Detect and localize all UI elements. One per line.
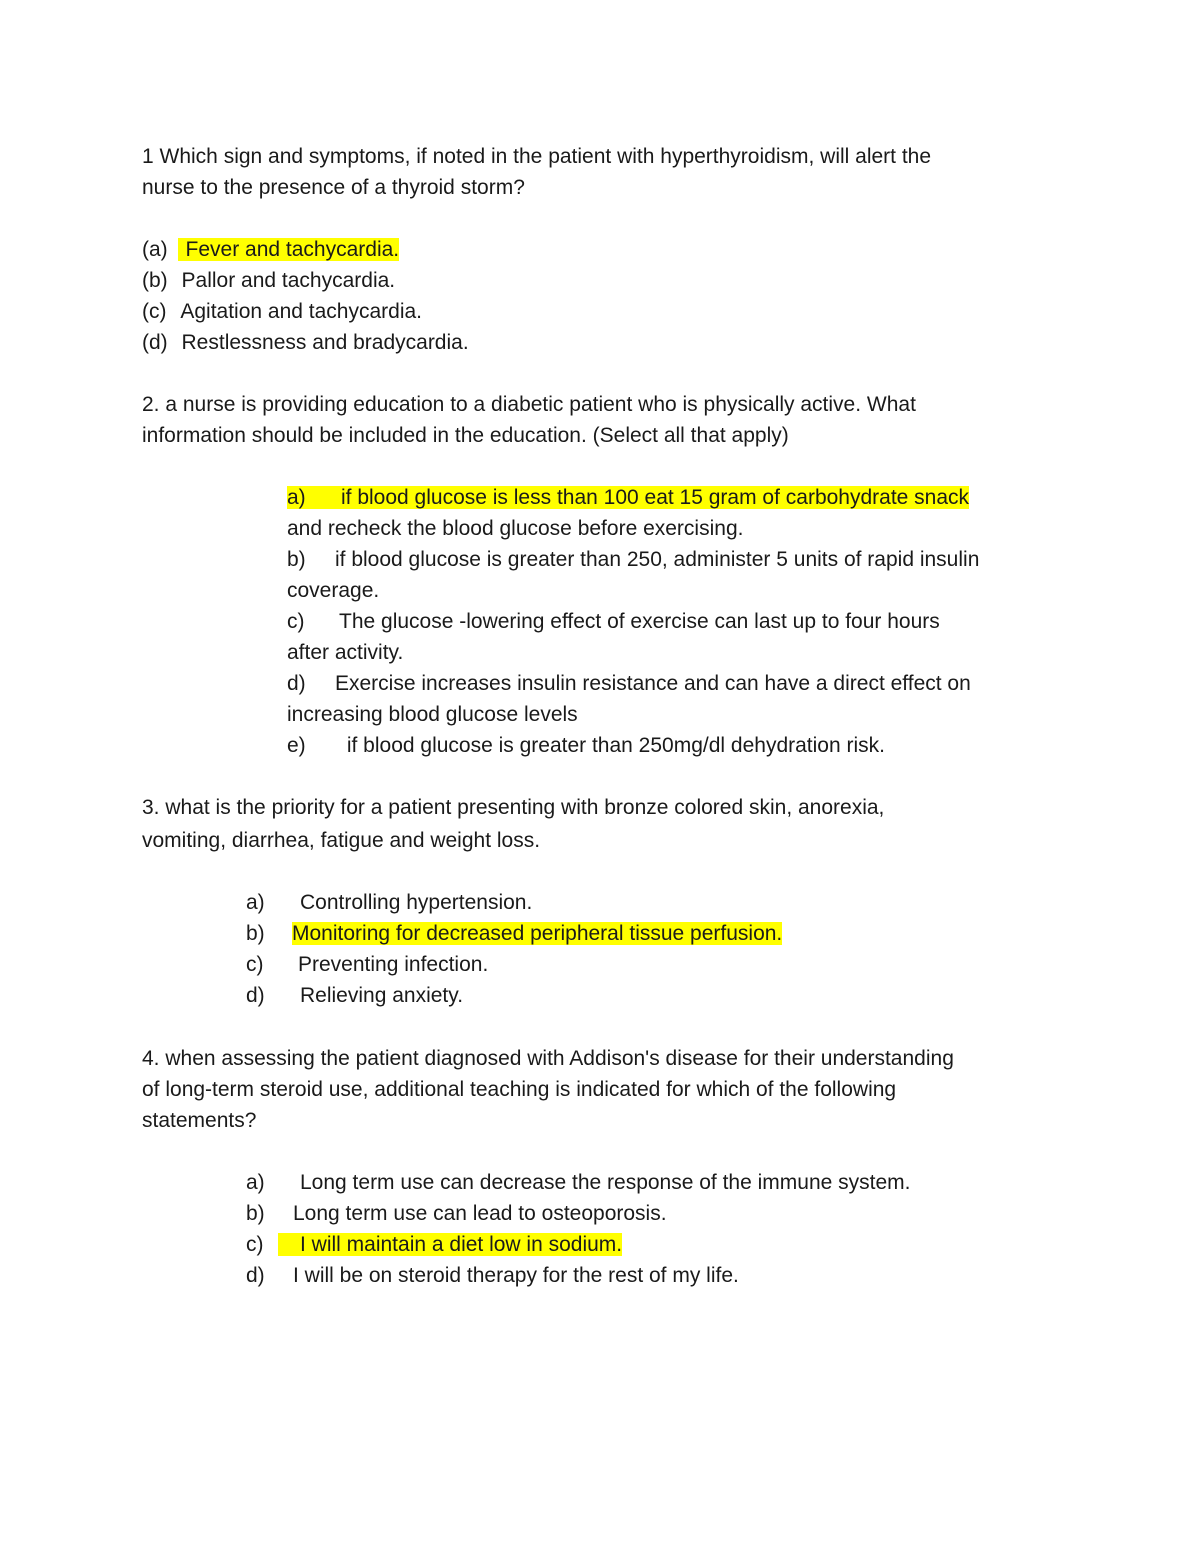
question-3-option-b (246, 918, 782, 949)
question-2-option-c (287, 606, 940, 637)
option-marker: a) (287, 486, 306, 509)
question-1-option-d (142, 327, 469, 358)
question-4-option-c (246, 1229, 622, 1260)
option-text: Long term use can lead to osteoporosis. (293, 1202, 667, 1225)
question-4-stem-line-2: of long-term steroid use, additional teaching is indicated for which of the following (142, 1078, 897, 1101)
question-2-option-c-continuation: after activity. (287, 641, 404, 664)
option-marker: a) (246, 1171, 265, 1194)
question-4-option-a (246, 1167, 911, 1198)
question-1-option-a (142, 234, 399, 265)
question-3-stem-line-2: vomiting, diarrhea, fatigue and weight loss. (142, 829, 541, 852)
option-text-highlighted: Fever and tachycardia. (178, 238, 400, 261)
option-text: Long term use can decrease the response of the immune system. (300, 1171, 911, 1194)
question-3-option-d (246, 980, 463, 1011)
question-1-option-c (142, 296, 422, 327)
option-marker: c) (246, 953, 264, 976)
option-marker: (b) (142, 269, 168, 292)
option-text: if blood glucose is greater than 250mg/dl dehydration risk. (341, 734, 885, 757)
question-2-stem-line-1: 2. a nurse is providing education to a diabetic patient who is physically active. What (142, 393, 916, 416)
option-marker: (d) (142, 331, 168, 354)
option-text: Preventing infection. (298, 953, 489, 976)
option-marker: (a) (142, 238, 168, 261)
question-2-option-a-continuation: and recheck the blood glucose before exercising. (287, 517, 744, 540)
option-text: Pallor and tachycardia. (181, 269, 396, 292)
option-text: Restlessness and bradycardia. (181, 331, 469, 354)
option-text: Controlling hypertension. (300, 891, 533, 914)
option-marker: c) (246, 1233, 264, 1256)
option-marker: b) (246, 922, 265, 945)
option-text-highlighted: Monitoring for decreased peripheral tissue perfusion. (292, 922, 783, 945)
option-text: I will be on steroid therapy for the rest of my life. (293, 1264, 739, 1287)
option-marker: a) (246, 891, 265, 914)
question-2-option-b (287, 544, 979, 575)
question-2-option-e (287, 730, 885, 761)
question-4-option-d (246, 1260, 739, 1291)
question-2-stem-line-2: information should be included in the education. (Select all that apply) (142, 424, 789, 447)
question-3-option-a (246, 887, 532, 918)
option-text-highlighted: I will maintain a diet low in sodium. (278, 1233, 622, 1256)
option-marker: (c) (142, 300, 167, 323)
option-marker: c) (287, 610, 305, 633)
question-3-option-c (246, 949, 488, 980)
question-3-stem-line-1: 3. what is the priority for a patient presenting with bronze colored skin, anorexia, (142, 796, 885, 819)
option-text: The glucose -lowering effect of exercise can last up to four hours (339, 610, 940, 633)
option-text: Relieving anxiety. (300, 984, 464, 1007)
option-marker: d) (287, 672, 306, 695)
question-4-option-b (246, 1198, 667, 1229)
question-4-stem-line-3: statements? (142, 1109, 257, 1132)
option-marker: b) (246, 1202, 265, 1225)
question-1-stem-line-2: nurse to the presence of a thyroid storm? (142, 176, 525, 199)
question-2-option-d (287, 668, 971, 699)
option-marker: b) (287, 548, 306, 571)
question-1-stem-line-1: 1 Which sign and symptoms, if noted in the patient with hyperthyroidism, will alert the (142, 145, 932, 168)
question-1-option-b (142, 265, 395, 296)
option-text: Agitation and tachycardia. (180, 300, 422, 323)
question-2-option-b-continuation: coverage. (287, 579, 380, 602)
option-text: if blood glucose is less than 100 eat 15 gram of carbohydrate snack (341, 486, 970, 509)
option-marker: d) (246, 1264, 265, 1287)
option-text: Exercise increases insulin resistance and can have a direct effect on (335, 672, 971, 695)
option-text: if blood glucose is greater than 250, administer 5 units of rapid insulin (335, 548, 980, 571)
option-marker: d) (246, 984, 265, 1007)
question-4-stem-line-1: 4. when assessing the patient diagnosed with Addison's disease for their understanding (142, 1047, 954, 1070)
option-marker: e) (287, 734, 306, 757)
question-2-option-d-continuation: increasing blood glucose levels (287, 703, 578, 726)
question-2-option-a (287, 482, 969, 513)
option-a-highlighted (287, 486, 969, 509)
